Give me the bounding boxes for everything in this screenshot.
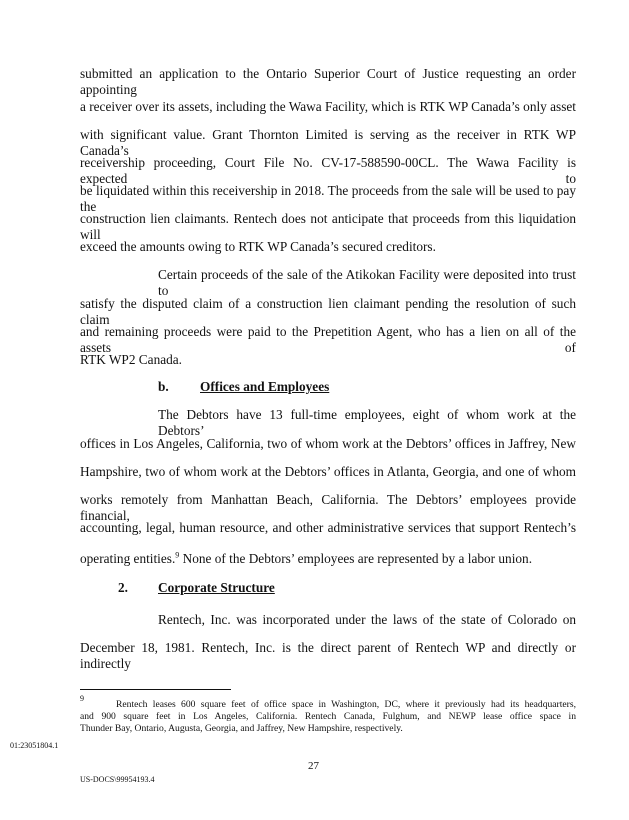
page-number: 27 (308, 760, 319, 772)
heading-title: Offices and Employees (200, 379, 330, 394)
body-line: offices in Los Angeles, California, two of whom work at the Debtors’ offices in Jaffrey, New (80, 436, 576, 451)
doc-id-bottom: US-DOCS\99954193.4 (80, 775, 155, 784)
footnote-line: Thunder Bay, Ontario, Augusta, Georgia, and Jaffrey, New Hampshire, respectively. (80, 723, 403, 734)
body-line: exceed the amounts owing to RTK WP Canada’s secured creditors. (80, 239, 436, 254)
footnote-separator (80, 689, 231, 690)
section-heading-offices (158, 379, 330, 395)
body-line: a receiver over its assets, including the Wawa Facility, which is RTK WP Canada’s only asset (80, 99, 576, 114)
body-line: satisfy the disputed claim of a construction lien claimant pending the resolution of such claim (80, 296, 576, 327)
body-line: Rentech, Inc. was incorporated under the laws of the state of Colorado on (158, 612, 576, 627)
body-text: None of the Debtors’ employees are represented by a labor union. (179, 551, 533, 566)
body-line: RTK WP2 Canada. (80, 352, 182, 367)
footnote-number: 9 (80, 694, 84, 703)
body-line: and remaining proceeds were paid to the Prepetition Agent, who has a lien on all of the assets of (80, 324, 576, 355)
body-line-with-footnote (80, 551, 532, 567)
body-line: The Debtors have 13 full-time employees, eight of whom work at the Debtors’ (158, 407, 576, 438)
heading-title: Corporate Structure (158, 580, 275, 595)
body-line: be liquidated within this receivership in 2018. The proceeds from the sale will be used to pay the (80, 183, 576, 214)
section-heading-corporate-structure (118, 580, 275, 596)
footnote-line: and 900 square feet in Los Angeles, California. Rentech Canada, Fulghum, and NEWP lease office space in (80, 711, 576, 722)
body-line: accounting, legal, human resource, and other administrative services that support Rentech’s (80, 520, 576, 535)
body-line: works remotely from Manhattan Beach, California. The Debtors’ employees provide financial, (80, 492, 576, 523)
doc-id-left: 01:23051804.1 (10, 741, 59, 750)
body-line: Certain proceeds of the sale of the Atikokan Facility were deposited into trust to (158, 267, 576, 298)
heading-marker: 2. (118, 580, 128, 595)
body-line: construction lien claimants. Rentech does not anticipate that proceeds from this liquidation will (80, 211, 576, 242)
body-line: with significant value. Grant Thornton Limited is serving as the receiver in RTK WP Canada’s (80, 127, 576, 158)
footnote-reference[interactable]: 9 (175, 550, 180, 560)
body-line: December 18, 1981. Rentech, Inc. is the direct parent of Rentech WP and directly or indirectly (80, 640, 576, 671)
footnote-line: Rentech leases 600 square feet of office space in Washington, DC, where it previously had its headquarters, (116, 699, 576, 710)
body-line: Hampshire, two of whom work at the Debtors’ offices in Atlanta, Georgia, and one of whom (80, 464, 576, 479)
heading-marker: b. (158, 379, 169, 394)
body-line: submitted an application to the Ontario Superior Court of Justice requesting an order appointing (80, 66, 576, 97)
body-text: operating entities. (80, 551, 176, 566)
body-line: receivership proceeding, Court File No. CV-17-588590-00CL. The Wawa Facility is expected to (80, 155, 576, 186)
